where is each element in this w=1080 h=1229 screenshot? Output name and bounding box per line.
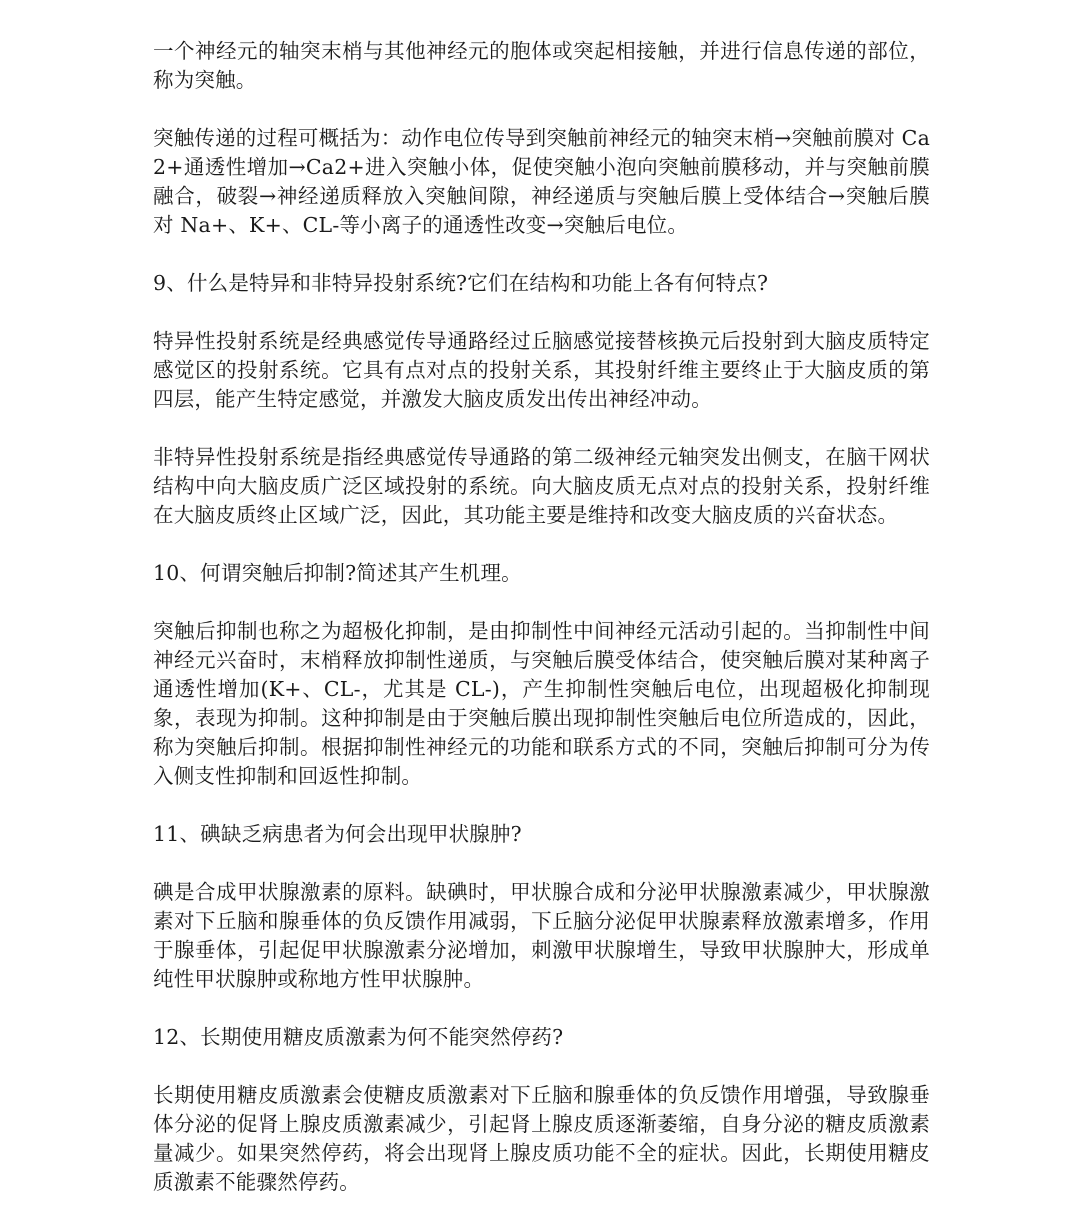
paragraph-specific-projection: 特异性投射系统是经典感觉传导通路经过丘脑感觉接替核换元后投射到大脑皮质特定感觉区的投射系统。它具有点对点的投射关系，其投射纤维主要终止于大脑皮质的第四层，能产生特定感觉，并激发大脑皮质发出传出神经冲动。 [153,329,930,411]
paragraph-synaptic-transmission: 突触传递的过程可概括为：动作电位传导到突触前神经元的轴突末梢→突触前膜对 Ca2+通透性增加→Ca2+进入突触小体，促使突触小泡向突触前膜移动，并与突触前膜融合，破裂→神经递质释放入突触间隙，神经递质与突触后膜上受体结合→突触后膜对 Na+、K+、CL-等小离子的通透性改变→突触后电位。 [153,126,930,237]
paragraph-synapse-definition: 一个神经元的轴突末梢与其他神经元的胞体或突起相接触，并进行信息传递的部位，称为突触。 [153,39,930,92]
paragraph-postsynaptic-inhibition: 突触后抑制也称之为超极化抑制，是由抑制性中间神经元活动引起的。当抑制性中间神经元兴奋时，末梢释放抑制性递质，与突触后膜受体结合，使突触后膜对某种离子通透性增加(K+、CL-，尤其是 CL-)，产生抑制性突触后电位，出现超极化抑制现象，表现为抑制。这种抑制是由于突触后膜出现抑制性突触后电位所造成的，因此，称为突触后抑制。根据抑制性神经元的功能和联系方式的不同，突触后抑制可分为传入侧支性抑制和回返性抑制。 [153,619,930,788]
question-10: 10、何谓突触后抑制?简述其产生机理。 [153,561,522,585]
paragraph-glucocorticoid-withdrawal: 长期使用糖皮质激素会使糖皮质激素对下丘脑和腺垂体的负反馈作用增强，导致腺垂体分泌的促肾上腺皮质激素减少，引起肾上腺皮质逐渐萎缩，自身分泌的糖皮质激素量减少。如果突然停药，将会出现肾上腺皮质功能不全的症状。因此，长期使用糖皮质激素不能骤然停药。 [153,1083,930,1194]
question-12: 12、长期使用糖皮质激素为何不能突然停药? [153,1025,564,1049]
question-9: 9、什么是特异和非特异投射系统?它们在结构和功能上各有何特点? [153,271,769,295]
question-11: 11、碘缺乏病患者为何会出现甲状腺肿? [153,822,522,846]
paragraph-nonspecific-projection: 非特异性投射系统是指经典感觉传导通路的第二级神经元轴突发出侧支，在脑干网状结构中向大脑皮质广泛区域投射的系统。向大脑皮质无点对点的投射关系，投射纤维在大脑皮质终止区域广泛，因此，其功能主要是维持和改变大脑皮质的兴奋状态。 [153,445,930,527]
paragraph-iodine-deficiency: 碘是合成甲状腺激素的原料。缺碘时，甲状腺合成和分泌甲状腺激素减少，甲状腺激素对下丘脑和腺垂体的负反馈作用减弱，下丘脑分泌促甲状腺素释放激素增多，作用于腺垂体，引起促甲状腺激素分泌增加，刺激甲状腺增生，导致甲状腺肿大，形成单纯性甲状腺肿或称地方性甲状腺肿。 [153,880,930,991]
